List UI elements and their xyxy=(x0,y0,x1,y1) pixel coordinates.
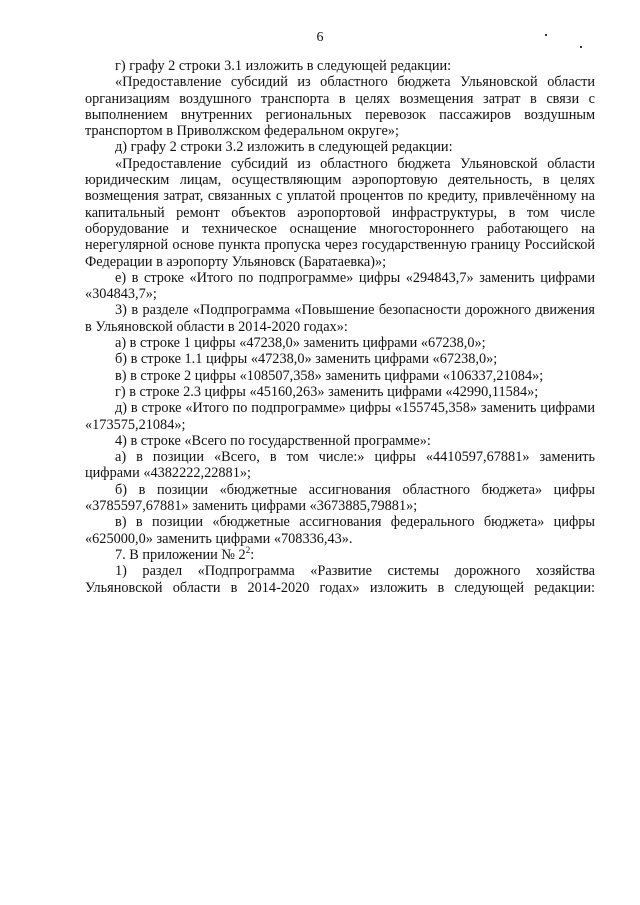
paragraph: 3) в разделе «Подпрограмма «Повышение безопасности дорожного движения в Ульяновской области в 2014-2020 годах»: xyxy=(85,302,595,335)
paragraph: «Предоставление субсидий из областного бюджета Ульяновской области организациям воздушного транспорта в целях возмещения затрат в связи с выполнением внутренних региональных перевозок пассажиров воздушным транспортом в Приволжском федеральном округе»; xyxy=(85,74,595,140)
paragraph: а) в строке 1 цифры «47238,0» заменить цифрами «67238,0»; xyxy=(115,335,486,352)
paragraph-tail: : xyxy=(250,546,255,563)
paragraph: е) в строке «Итого по подпрограмме» цифры «294843,7» заменить цифрами «304843,7»; xyxy=(85,269,595,303)
paragraph: 1) раздел «Подпрограмма «Развитие системы дорожного хозяйства Ульяновской области в 2014-2020 годах» изложить в следующей редакции: xyxy=(85,563,595,596)
paragraph-text: 7. В приложении № 2 xyxy=(115,546,246,563)
document-body xyxy=(85,58,595,596)
paragraph: в) в строке 2 цифры «108507,358» заменить цифрами «106337,21084»; xyxy=(115,367,544,384)
scan-mark xyxy=(545,34,547,36)
paragraph-appendix xyxy=(85,547,595,563)
paragraph: а) в позиции «Всего, в том числе:» цифры «4410597,67881» заменить цифрами «4382222,22881»; xyxy=(85,449,595,482)
paragraph: б) в строке 1.1 цифры «47238,0» заменить цифрами «67238,0»; xyxy=(115,351,498,368)
paragraph: б) в позиции «бюджетные ассигнования областного бюджета» цифры «3785597,67881» заменить цифрами «3673885,79881»; xyxy=(85,481,595,515)
paragraph: д) в строке «Итого по подпрограмме» цифры «155745,358» заменить цифрами «173575,21084»; xyxy=(85,400,595,433)
paragraph: «Предоставление субсидий из областного бюджета Ульяновской области юридическим лицам, осуществляющим аэропортовую деятельность, в целях возмещения затрат, связанных с уплатой процентов по кредиту, привлечённому на капитальный ремонт объектов аэропортовой инфраструктуры, в том числе оборудование и техническое оснащение многостороннего работающего на нерегулярной основе пункта пропуска через государственную границу Российской Федерации в аэропорту Ульяновск (Баратаевка)»; xyxy=(85,155,595,270)
superscript: 2 xyxy=(245,545,251,556)
paragraph: г) в строке 2.3 цифры «45160,263» заменить цифрами «42990,11584»; xyxy=(115,383,539,400)
paragraph: г) графу 2 строки 3.1 изложить в следующей редакции: xyxy=(115,58,452,74)
paragraph: в) в позиции «бюджетные ассигнования федерального бюджета» цифры «625000,0» заменить цифрами «708336,43». xyxy=(85,514,595,547)
paragraph: 4) в строке «Всего по государственной программе»: xyxy=(115,432,431,449)
paragraph: д) графу 2 строки 3.2 изложить в следующей редакции: xyxy=(115,139,453,156)
page-number: 6 xyxy=(316,30,324,45)
scan-mark xyxy=(580,46,582,48)
